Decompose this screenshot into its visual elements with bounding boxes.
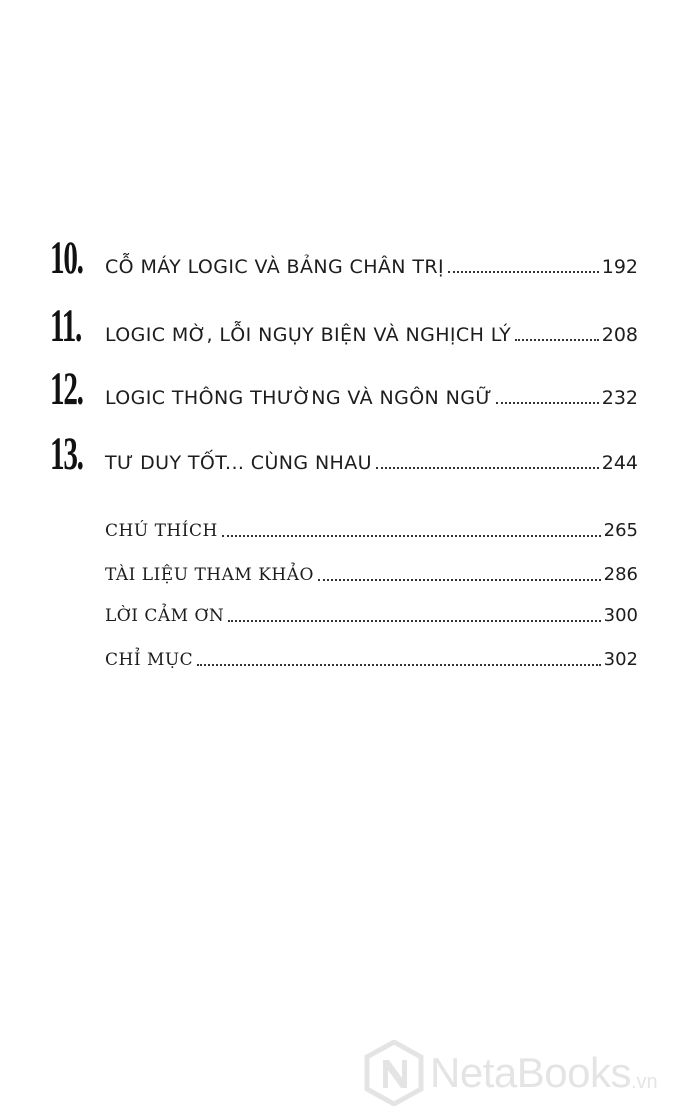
publisher-watermark — [364, 1040, 694, 1106]
toc-chapter-entry[interactable] — [50, 296, 638, 352]
back-matter-title: TÀI LIỆU THAM KHẢO — [105, 565, 314, 585]
back-matter-title: CHỈ MỤC — [105, 650, 194, 670]
toc-back-matter-entry[interactable] — [105, 645, 638, 671]
chapter-number: 11. — [50, 300, 82, 352]
toc-chapter-entry[interactable] — [50, 424, 638, 480]
chapter-number: 13. — [50, 428, 83, 480]
toc-back-matter-entry[interactable] — [105, 601, 638, 627]
chapter-title: TƯ DUY TỐT... CÙNG NHAU — [105, 452, 372, 474]
dot-leader — [222, 534, 601, 537]
chapter-title: LOGIC THÔNG THƯỜNG VÀ NGÔN NGỮ — [105, 387, 493, 409]
toc-chapter-entry[interactable] — [50, 359, 638, 415]
page-number: 286 — [603, 564, 638, 585]
dot-leader — [228, 619, 600, 622]
toc-back-matter-entry[interactable] — [105, 516, 638, 542]
dot-leader — [197, 663, 600, 666]
watermark-tld: .vn — [630, 1071, 658, 1093]
page-number: 208 — [601, 324, 638, 346]
page-number: 265 — [603, 520, 638, 541]
toc-back-matter-entry[interactable] — [105, 560, 638, 586]
chapter-title: CỖ MÁY LOGIC VÀ BẢNG CHÂN TRỊ — [105, 256, 444, 278]
watermark-brand: NetaBooks — [430, 1049, 631, 1096]
dot-leader — [318, 578, 601, 581]
page-number: 192 — [601, 256, 638, 278]
dot-leader — [376, 466, 599, 469]
chapter-number: 12. — [50, 363, 83, 415]
back-matter-title: LỜI CẢM ƠN — [105, 606, 225, 626]
chapter-number: 10. — [50, 232, 83, 284]
dot-leader — [515, 338, 599, 341]
back-matter-title: CHÚ THÍCH — [105, 521, 218, 541]
page-number: 300 — [603, 605, 638, 626]
page-number: 302 — [603, 649, 638, 670]
page-number: 232 — [601, 387, 638, 409]
dot-leader — [448, 270, 599, 273]
chapter-title: LOGIC MỜ, LỖI NGỤY BIỆN VÀ NGHỊCH LÝ — [105, 324, 512, 346]
dot-leader — [496, 401, 599, 404]
netabooks-logo-icon — [364, 1040, 424, 1106]
page-number: 244 — [601, 452, 638, 474]
toc-chapter-entry[interactable] — [50, 228, 638, 284]
